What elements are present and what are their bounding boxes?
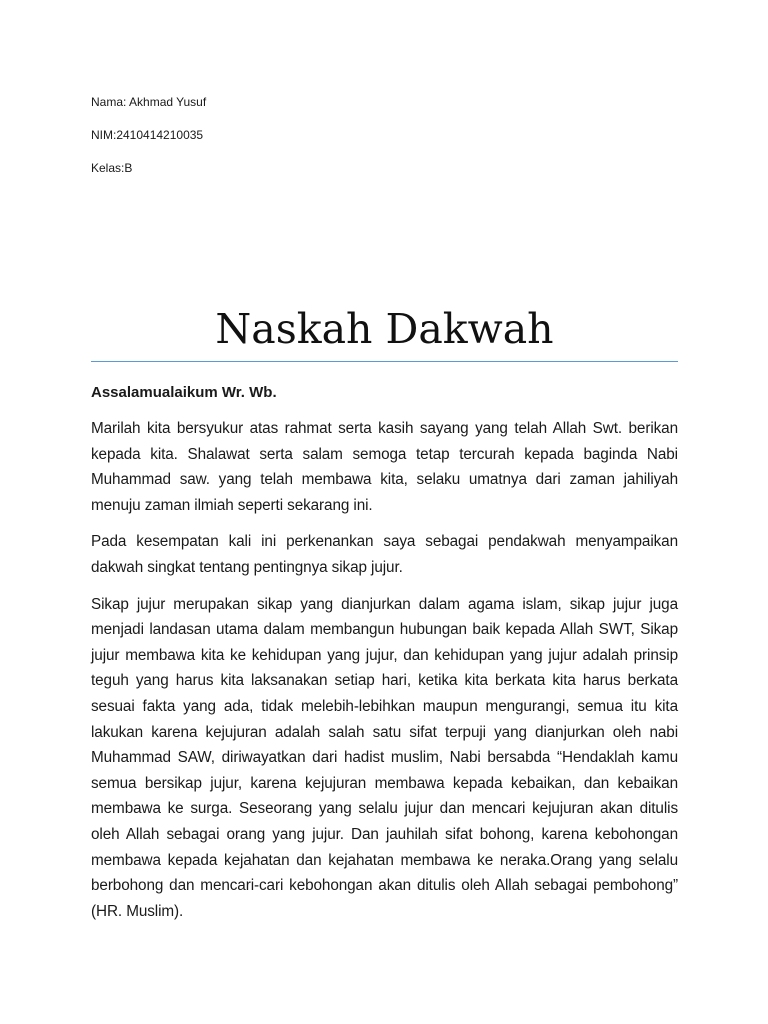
paragraph-introduction: Pada kesempatan kali ini perkenankan saya sebagai pendakwah menyampaikan dakwah singkat tentang pentingnya sikap jujur. bbox=[91, 533, 678, 576]
title-divider bbox=[91, 361, 678, 362]
paragraph-main-content: Sikap jujur merupakan sikap yang dianjurkan dalam agama islam, sikap jujur juga menjadi landasan utama dalam membangun hubungan baik kepada Allah SWT, Sikap jujur membawa kita ke kehidupan yang jujur, dan kehidupan yang jujur adalah prinsip teguh yang harus kita laksanakan setiap hari, ketika kita berkata kita harus berkata sesuai fakta yang ada, tidak melebih-lebihkan maupun mengurangi, semua itu kita lakukan karena kejujuran adalah salah satu sifat terpuji yang dianjurkan oleh nabi Muhammad SAW, diriwayatkan dari hadist muslim, Nabi bersabda “Hendaklah kamu semua bersikap jujur, karena kejujuran membawa kepada kebaikan, dan kebaikan membawa ke surga. Seseorang yang selalu jujur dan mencari kejujuran akan ditulis oleh Allah sebagai orang yang jujur. Dan jauhilah sifat bohong, karena kebohongan membawa kepada kejahatan dan kejahatan membawa ke neraka.Orang yang selalu berbohong dan mencari-cari kebohongan akan ditulis oleh Allah sebagai pembohong” (HR. Muslim). bbox=[91, 595, 678, 920]
student-nim: NIM:2410414210035 bbox=[91, 128, 204, 142]
document-body bbox=[91, 380, 678, 935]
paragraph-opening: Marilah kita bersyukur atas rahmat serta kasih sayang yang telah Allah Swt. berikan kepada kita. Shalawat serta salam semoga tetap tercurah kepada baginda Nabi Muhammad saw. yang telah membawa kita, selaku umatnya dari zaman jahiliyah menuju zaman ilmiah seperti sekarang ini. bbox=[91, 420, 678, 514]
greeting-text: Assalamualaikum Wr. Wb. bbox=[91, 384, 277, 401]
student-name: Nama: Akhmad Yusuf bbox=[91, 95, 207, 109]
student-class: Kelas:B bbox=[91, 161, 133, 175]
student-info bbox=[91, 95, 491, 194]
document-title: Naskah Dakwah bbox=[215, 305, 554, 353]
